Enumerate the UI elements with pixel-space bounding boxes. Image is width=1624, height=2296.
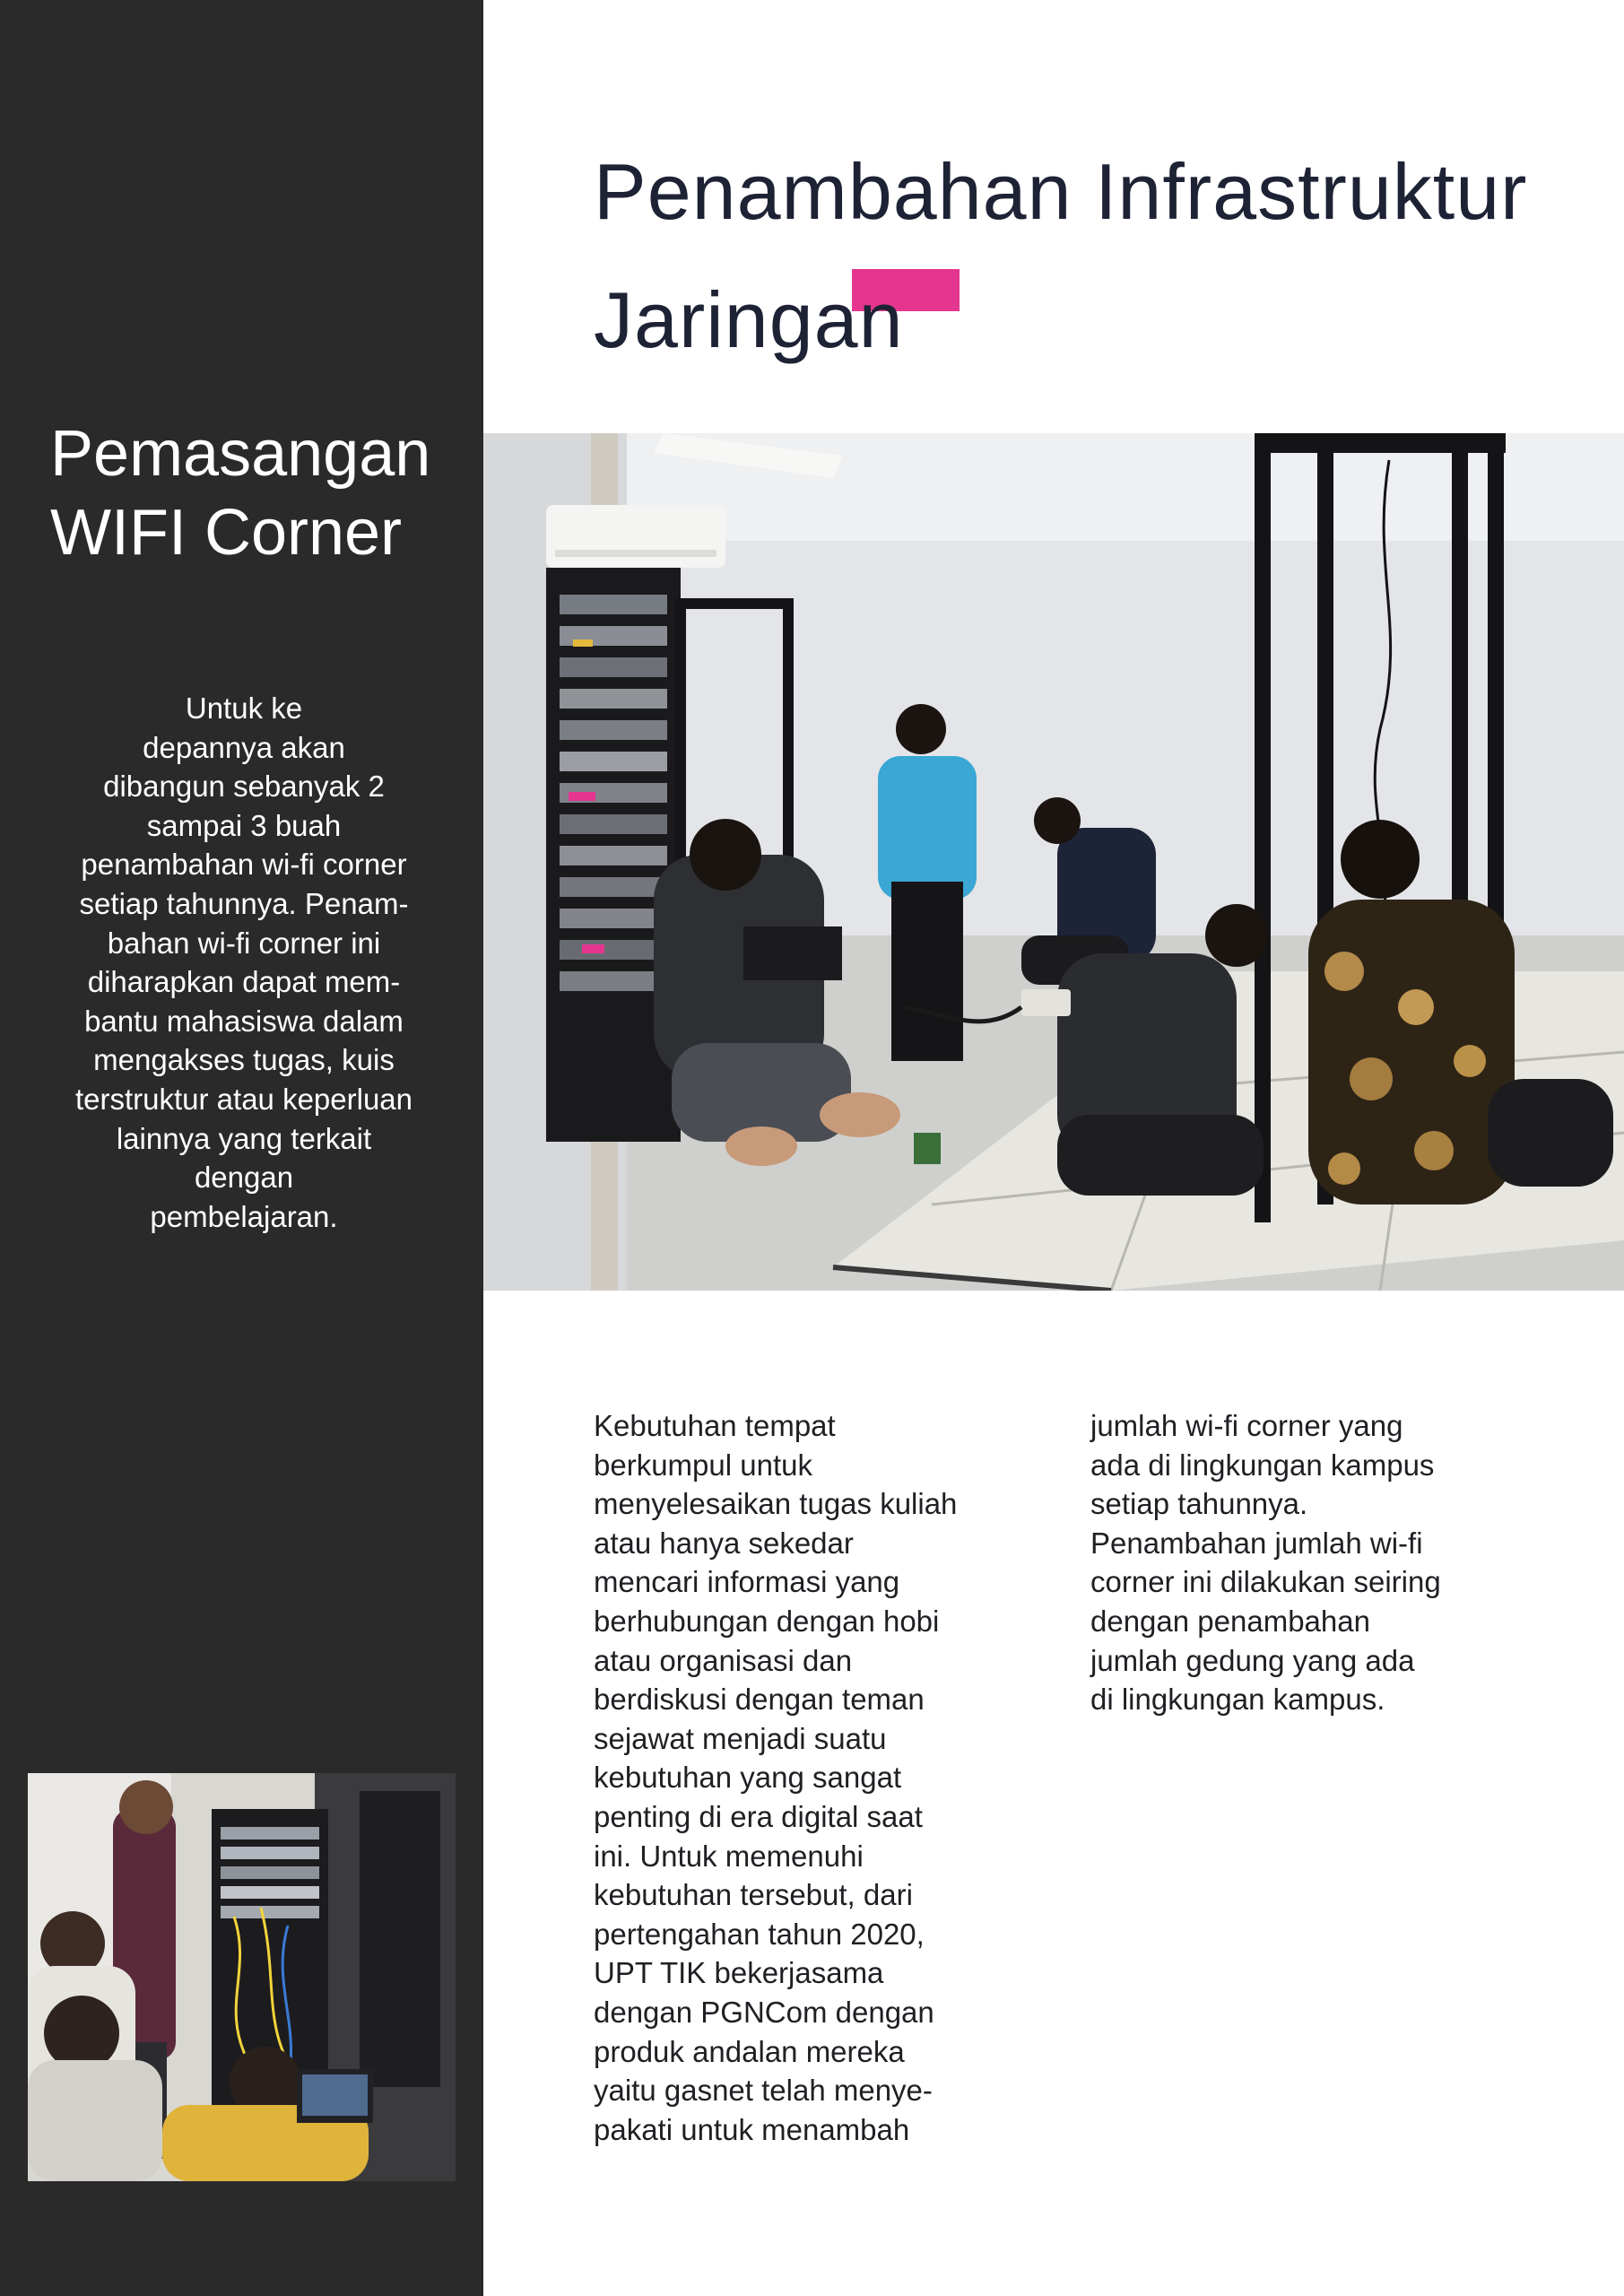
sidebar-body-line: Untuk ke (185, 691, 303, 725)
article-line: UPT TIK bekerjasama (594, 1956, 884, 1990)
article-right-column (1090, 1406, 1557, 1719)
article-line: pertengahan tahun 2020, (594, 1917, 925, 1951)
sidebar-body-line: setiap tahunnya. Penam- (79, 886, 409, 920)
article-line: pakati untuk menambah (594, 2112, 910, 2146)
sidebar-body-line: bantu mahasiswa dalam (84, 1004, 404, 1038)
article-line: di lingkungan kampus. (1090, 1683, 1385, 1717)
article-line: dengan PGNCom dengan (594, 1995, 934, 2029)
sidebar-title-line: WIFI Corner (50, 497, 403, 569)
sidebar-body-line: penambahan wi-fi corner (81, 848, 407, 882)
sidebar-body-line: dibangun sebanyak 2 (103, 770, 385, 804)
article-line: Kebutuhan tempat (594, 1409, 836, 1442)
thumbnail-photo-rack-installation (28, 1773, 456, 2181)
article-line: ini. Untuk memenuhi (594, 1839, 864, 1873)
sidebar-panel (0, 0, 483, 2296)
article-line: atau organisasi dan (594, 1643, 853, 1677)
sidebar-body-text (47, 689, 441, 1236)
sidebar-title (50, 414, 472, 572)
article-line: corner ini dilakukan seiring (1090, 1565, 1441, 1599)
article-line: sejawat menjadi suatu (594, 1721, 887, 1755)
article-line: berkumpul untuk (594, 1448, 812, 1482)
article-line: menyelesaikan tugas kuliah (594, 1487, 958, 1521)
article-line: penting di era digital saat (594, 1799, 923, 1833)
sidebar-body-line: mengakses tugas, kuis (93, 1043, 395, 1077)
sidebar-body-line: terstruktur atau keperluan (74, 1082, 413, 1116)
article-line: mencari informasi yang (594, 1565, 900, 1599)
hero-photo-illustration (483, 433, 1624, 1291)
sidebar-body-line: dengan (194, 1161, 294, 1195)
article-line: berhubungan dengan hobi (594, 1604, 940, 1638)
article-line: kebutuhan yang sangat (594, 1761, 902, 1795)
article-left-column (594, 1406, 1060, 2149)
hero-photo-server-room (483, 433, 1624, 1291)
sidebar-body-line: sampai 3 buah (146, 808, 342, 842)
page-title-line: Jaringan (594, 275, 904, 364)
article-line: produk andalan mereka (594, 2034, 905, 2068)
sidebar-body-line: diharapkan dapat mem- (87, 965, 401, 999)
article-line: jumlah wi-fi corner yang (1090, 1409, 1403, 1442)
thumbnail-photo-illustration (28, 1773, 456, 2181)
article-line: atau hanya sekedar (594, 1526, 854, 1560)
article-line: berdiskusi dengan teman (594, 1683, 925, 1717)
sidebar-body-line: pembelajaran. (150, 1199, 338, 1233)
sidebar-title-line: Pemasangan (50, 418, 431, 490)
article-line: kebutuhan tersebut, dari (594, 1878, 913, 1912)
sidebar-body-line: bahan wi-fi corner ini (107, 926, 381, 960)
article-line: jumlah gedung yang ada (1090, 1643, 1415, 1677)
sidebar-body-line: lainnya yang terkait (116, 1121, 372, 1155)
page-title (594, 127, 1598, 384)
article-line: ada di lingkungan kampus (1090, 1448, 1435, 1482)
article-line: yaitu gasnet telah menye- (594, 2074, 933, 2108)
page-title-line: Penambahan Infrastruktur (594, 147, 1528, 236)
article-line: Penambahan jumlah wi-fi (1090, 1526, 1423, 1560)
sidebar-body-line: depannya akan (143, 730, 345, 764)
article-line: dengan penambahan (1090, 1604, 1370, 1638)
article-line: setiap tahunnya. (1090, 1487, 1308, 1521)
